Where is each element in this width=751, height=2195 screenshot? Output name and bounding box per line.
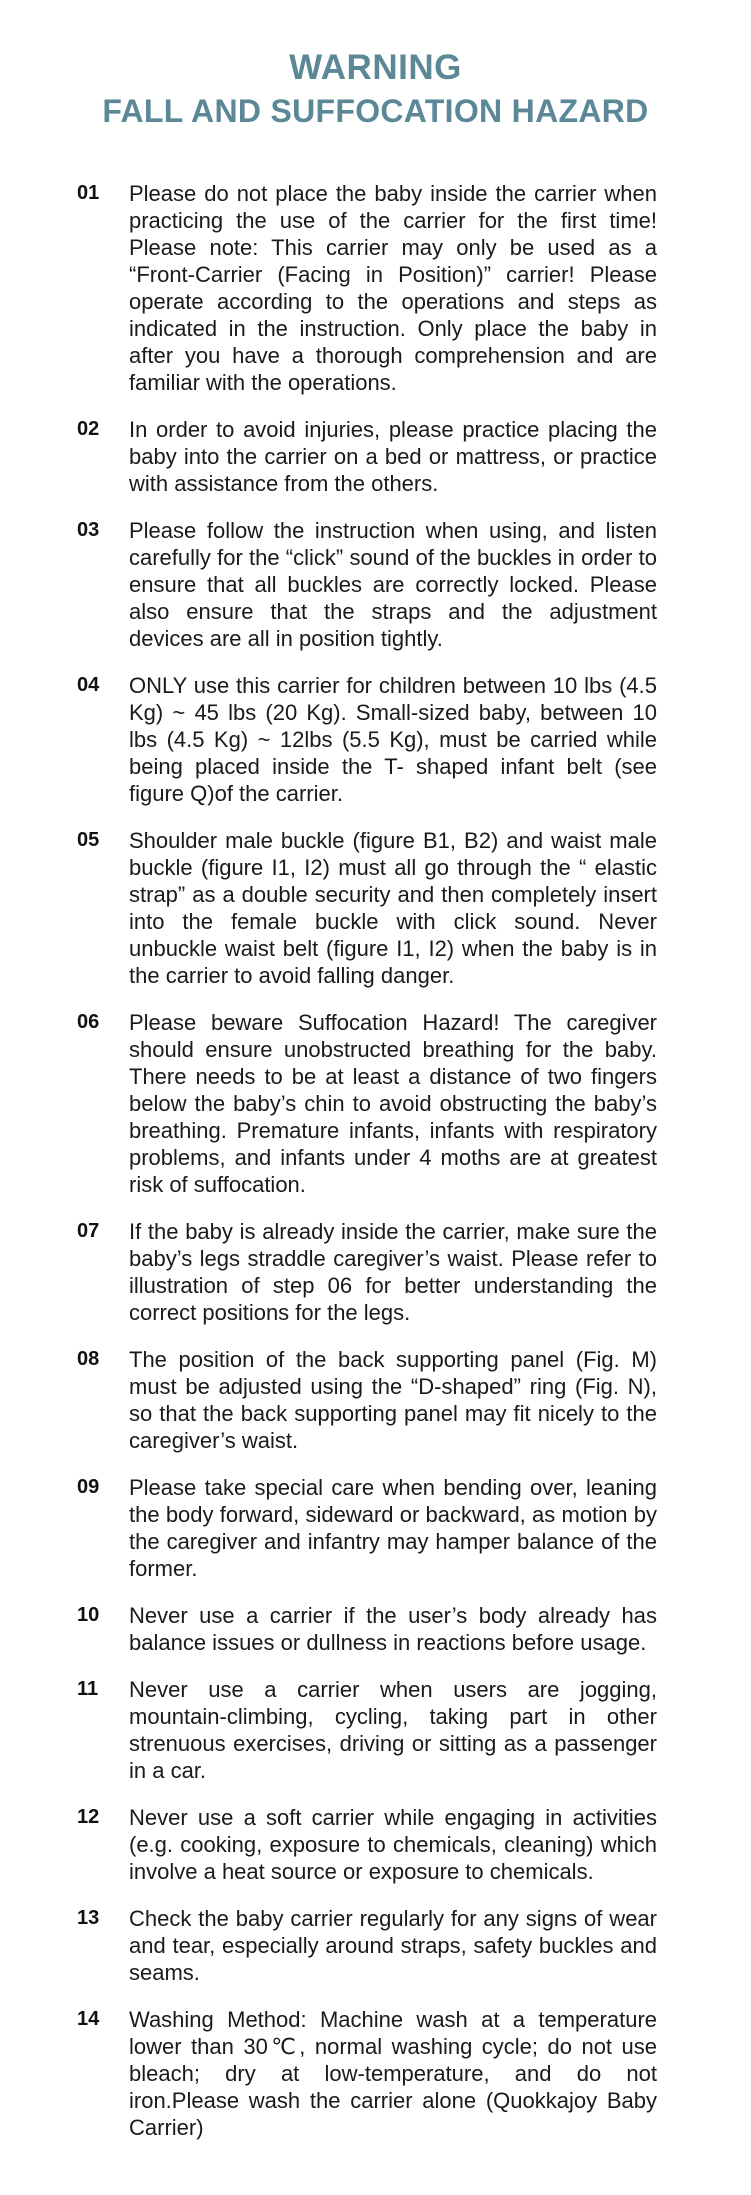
item-text: ONLY use this carrier for children between 10 lbs (4.5 Kg) ~ 45 lbs (20 Kg). Small-sized baby, between 10 lbs (4.5 Kg) ~ 12lbs (5.5 Kg), must be carried while being placed inside the T- shaped infant belt (see figure Q)of the carrier.: [129, 673, 657, 806]
item-number: 01: [77, 182, 100, 204]
warning-item: [77, 1905, 657, 1986]
item-text: Never use a soft carrier while engaging in activities (e.g. cooking, exposure to chemicals, cleaning) which involve a heat source or exposure to chemicals.: [129, 1805, 657, 1884]
item-text: Washing Method: Machine wash at a temperature lower than 30℃, normal washing cycle; do not use bleach; dry at low-temperature, and do not iron.Please wash the carrier alone (Quokkajoy Baby Carrier): [129, 2007, 657, 2140]
item-number: 08: [77, 1348, 100, 1370]
item-number: 09: [77, 1476, 100, 1498]
item-text: In order to avoid injuries, please practice placing the baby into the carrier on a bed or mattress, or practice with assistance from the others.: [129, 417, 657, 496]
item-text: Please follow the instruction when using, and listen carefully for the “click” sound of the buckles in order to ensure that all buckles are correctly locked. Please also ensure that the straps and the adjustment devices are all in position tightly.: [129, 518, 657, 651]
item-number: 04: [77, 674, 100, 696]
warning-item: [77, 1804, 657, 1885]
item-number: 07: [77, 1220, 100, 1242]
item-number: 06: [77, 1011, 100, 1033]
warning-title: WARNING: [289, 48, 462, 87]
item-text: The position of the back supporting panel (Fig. M) must be adjusted using the “D-shaped” ring (Fig. N), so that the back supporting panel may fit nicely to the caregiver’s waist.: [129, 1347, 657, 1453]
warning-item: [77, 2006, 657, 2141]
warning-item: [77, 1602, 657, 1656]
item-number: 10: [77, 1604, 100, 1626]
warning-item: [77, 1346, 657, 1454]
warning-item: [77, 1676, 657, 1784]
warning-item: [77, 180, 657, 396]
item-text: Please take special care when bending over, leaning the body forward, sideward or backward, as motion by the caregiver and infantry may hamper balance of the former.: [129, 1475, 657, 1581]
warning-subtitle: FALL AND SUFFOCATION HAZARD: [102, 93, 649, 129]
item-number: 03: [77, 519, 100, 541]
item-text: Never use a carrier when users are jogging, mountain-climbing, cycling, taking part in other strenuous exercises, driving or sitting as a passenger in a car.: [129, 1677, 657, 1783]
warning-item: [77, 827, 657, 989]
warning-item: [77, 416, 657, 497]
item-number: 05: [77, 829, 100, 851]
warning-item: [77, 1218, 657, 1326]
item-text: Please beware Suffocation Hazard! The caregiver should ensure unobstructed breathing for the baby. There needs to be at least a distance of two fingers below the baby’s chin to avoid obstructing the baby’s breathing. Premature infants, infants with respiratory problems, and infants under 4 moths are at greatest risk of suffocation.: [129, 1010, 657, 1197]
item-number: 11: [77, 1678, 99, 1700]
item-number: 12: [77, 1806, 100, 1828]
item-number: 13: [77, 1907, 100, 1929]
item-text: Never use a carrier if the user’s body already has balance issues or dullness in reactions before usage.: [129, 1603, 657, 1655]
item-text: If the baby is already inside the carrier, make sure the baby’s legs straddle caregiver’s waist. Please refer to illustration of step 06 for better understanding the correct positions for the legs.: [129, 1219, 657, 1325]
warning-list: [77, 180, 657, 2161]
item-text: Check the baby carrier regularly for any signs of wear and tear, especially around straps, safety buckles and seams.: [129, 1906, 657, 1985]
warning-item: [77, 672, 657, 807]
warning-item: [77, 1474, 657, 1582]
item-text: Please do not place the baby inside the carrier when practicing the use of the carrier for the first time! Please note: This carrier may only be used as a “Front-Carrier (Facing in Position)” carrier! Please operate according to the operations and steps as indicated in the instruction. Only place the baby in after you have a thorough comprehension and are familiar with the operations.: [129, 181, 657, 395]
warning-item: [77, 1009, 657, 1198]
item-number: 02: [77, 418, 100, 440]
item-number: 14: [77, 2008, 100, 2030]
item-text: Shoulder male buckle (figure B1, B2) and waist male buckle (figure I1, I2) must all go through the “ elastic strap” as a double security and then completely insert into the female buckle with click sound. Never unbuckle waist belt (figure I1, I2) when the baby is in the carrier to avoid falling danger.: [129, 828, 657, 988]
warning-header: [0, 48, 751, 130]
warning-item: [77, 517, 657, 652]
